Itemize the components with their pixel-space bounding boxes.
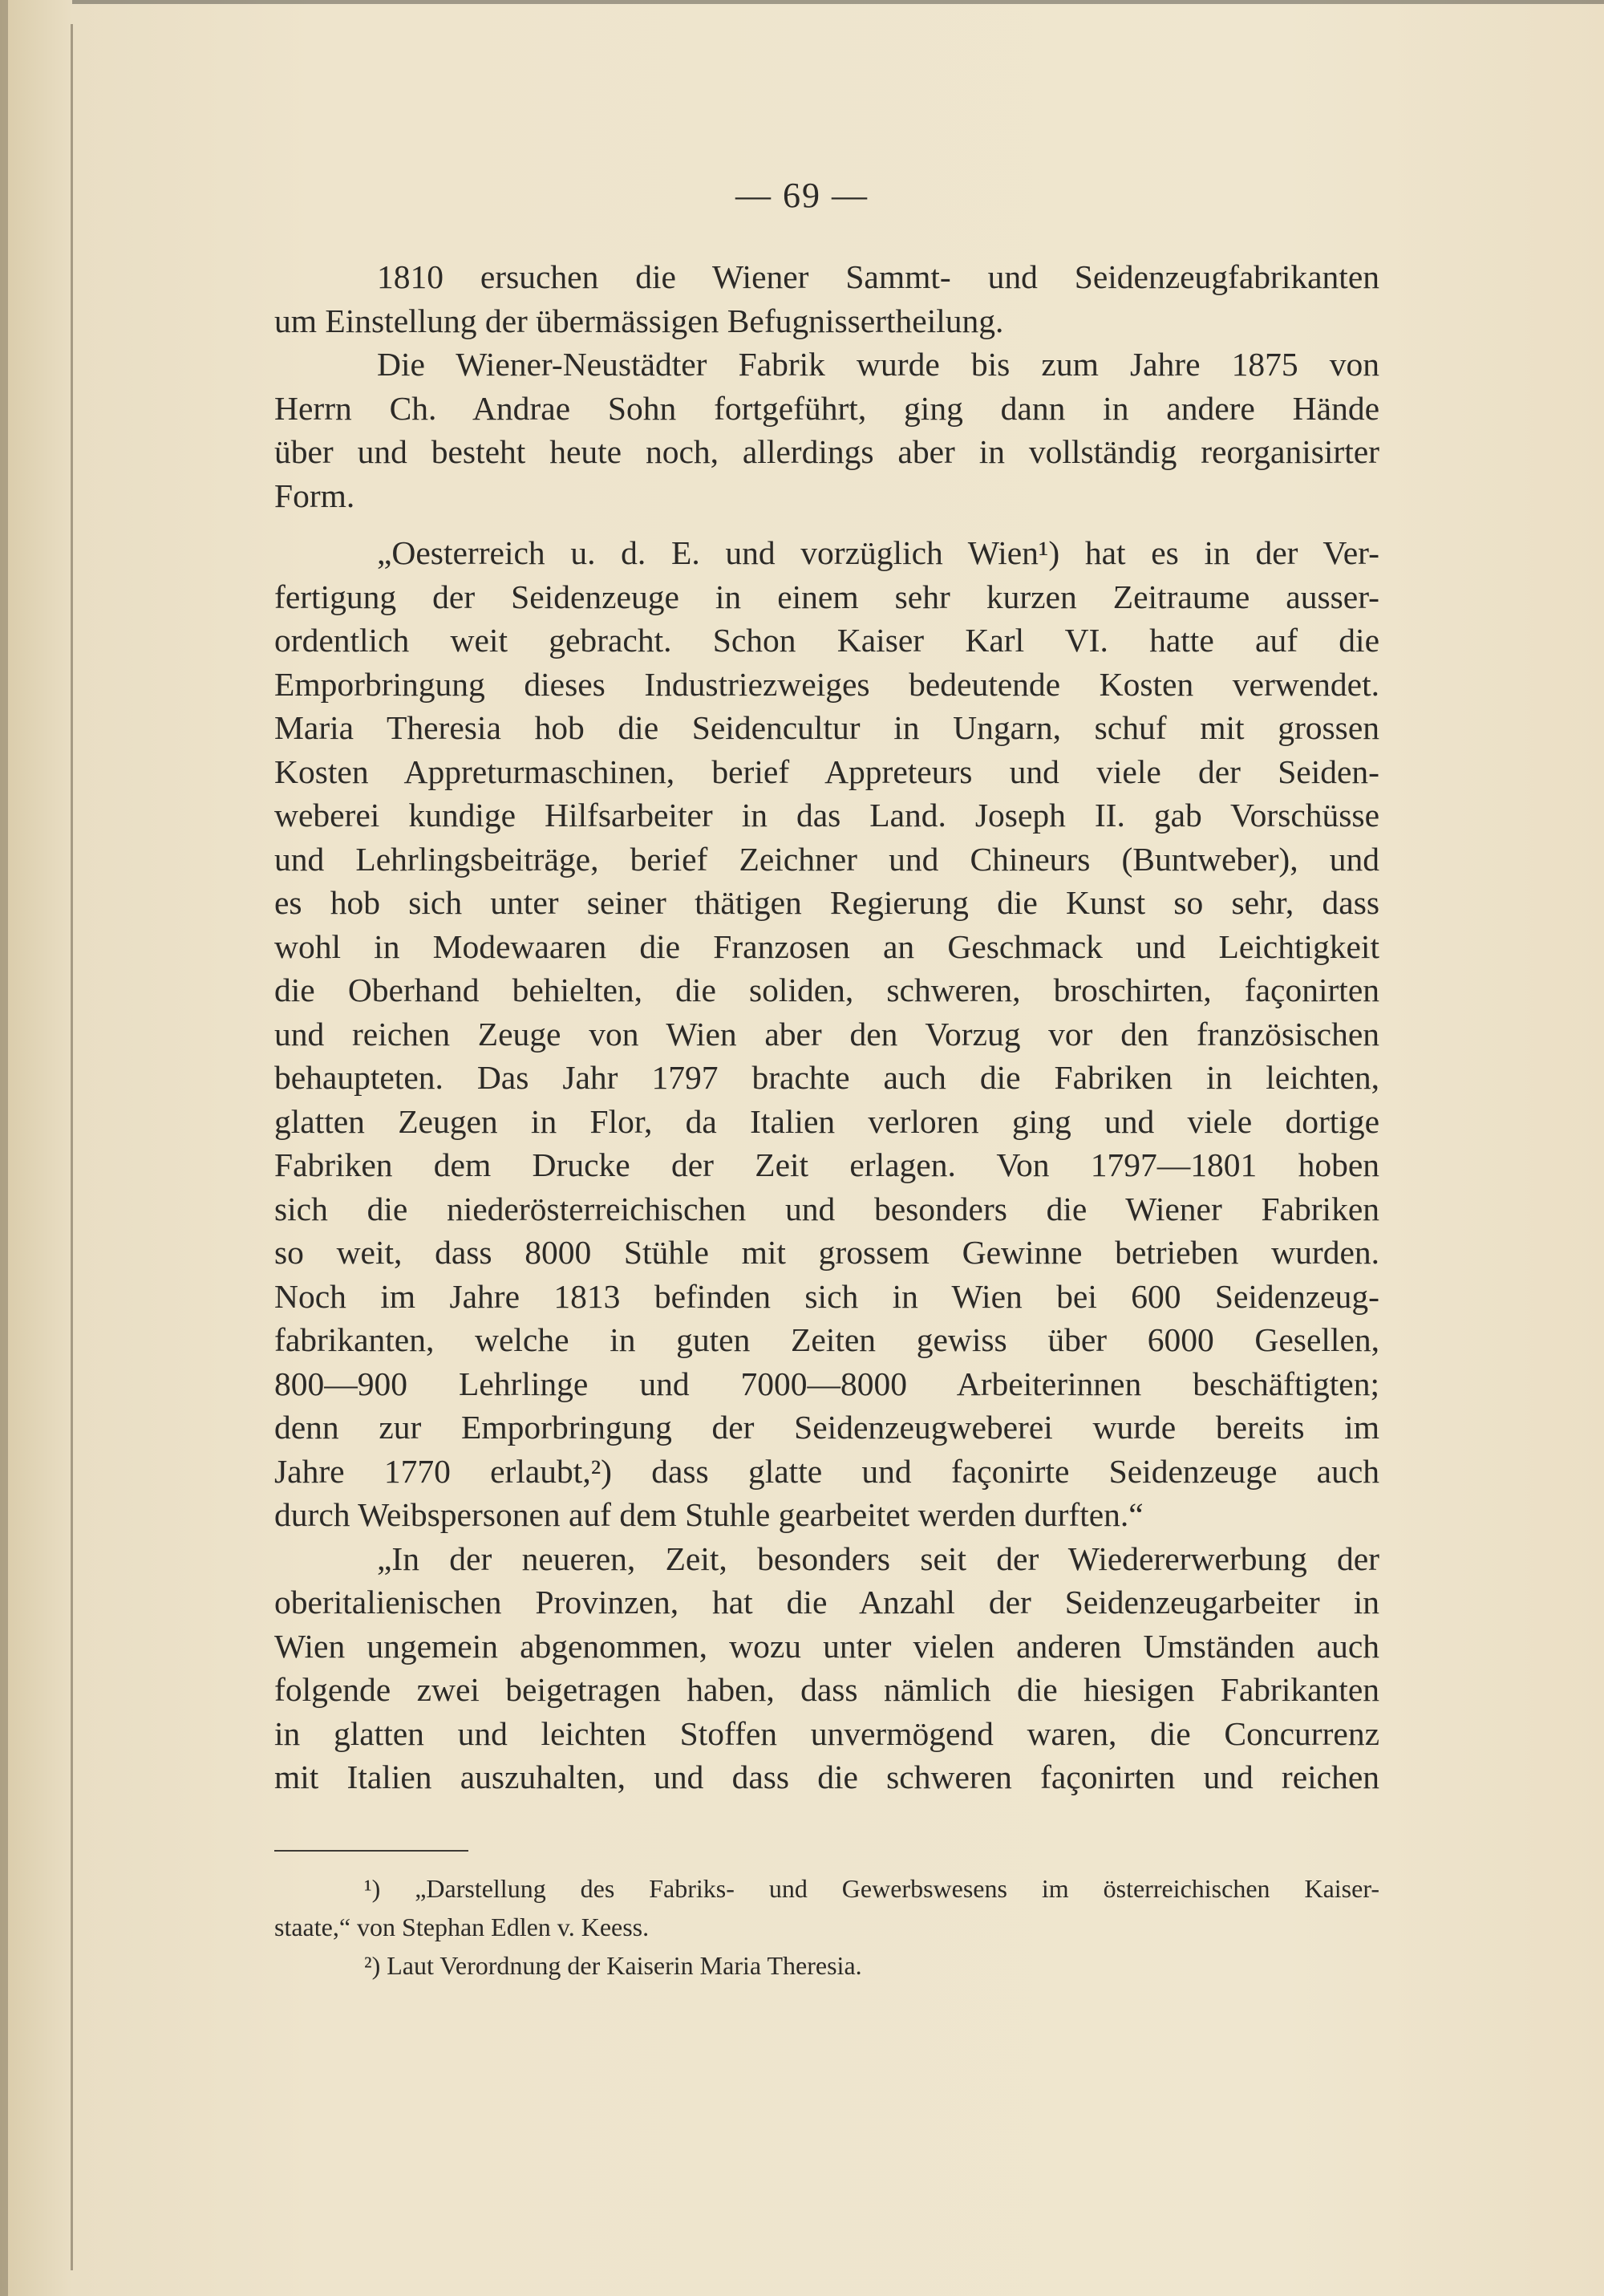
footnotes <box>274 1869 1379 1985</box>
page-edge-line <box>71 24 73 2270</box>
text-line: Noch im Jahre 1813 befinden sich in Wien bei 600 Seidenzeug- <box>274 1277 1379 1315</box>
text-line: 800—900 Lehrlinge und 7000—8000 Arbeiterinnen beschäftigten; <box>274 1365 1379 1402</box>
footnote-line: ²) Laut Verordnung der Kaiserin Maria Theresia. <box>364 1951 862 1980</box>
text-line: durch Weibspersonen auf dem Stuhle gearbeitet werden durften.“ <box>274 1496 1144 1533</box>
text-line: fabrikanten, welche in guten Zeiten gewiss über 6000 Gesellen, <box>274 1321 1379 1358</box>
text-line: „In der neueren, Zeit, besonders seit der Wiedererwerbung der <box>377 1539 1379 1577</box>
paragraph <box>274 531 1379 1537</box>
text-line: und reichen Zeuge von Wien aber den Vorzug vor den französischen <box>274 1015 1379 1053</box>
text-line: Form. <box>274 477 355 514</box>
text-line: ordentlich weit gebracht. Schon Kaiser Karl VI. hatte auf die <box>274 622 1379 659</box>
text-line: Maria Theresia hob die Seidencultur in Ungarn, schuf mit grossen <box>274 709 1379 746</box>
footnote-line: staate,“ von Stephan Edlen v. Keess. <box>274 1913 650 1941</box>
text-line: in glatten und leichten Stoffen unvermögend waren, die Concurrenz <box>274 1714 1379 1752</box>
text-line: Wien ungemein abgenommen, wozu unter vielen anderen Umständen auch <box>274 1627 1379 1665</box>
text-line: fertigung der Seidenzeuge in einem sehr kurzen Zeitraume ausser- <box>274 578 1379 615</box>
text-line: denn zur Emporbringung der Seidenzeugweberei wurde bereits im <box>274 1409 1379 1446</box>
text-line: mit Italien auszuhalten, und dass die schweren façonirten und reichen <box>274 1759 1379 1795</box>
text-line: oberitalienischen Provinzen, hat die Anzahl der Seidenzeugarbeiter in <box>274 1584 1379 1621</box>
text-line: sich die niederösterreichischen und besonders die Wiener Fabriken <box>274 1190 1379 1227</box>
footnote-2 <box>274 1946 1379 1985</box>
top-edge-rule <box>72 0 1604 4</box>
footnote-1 <box>274 1869 1379 1946</box>
text-line: die Oberhand behielten, die soliden, schweren, broschirten, façonirten <box>274 972 1379 1008</box>
text-line: Herrn Ch. Andrae Sohn fortgeführt, ging dann in andere Hände <box>274 389 1379 427</box>
text-line: so weit, dass 8000 Stühle mit grossem Gewinne betrieben wurden. <box>274 1234 1379 1271</box>
paragraph <box>274 1537 1379 1799</box>
paragraph <box>274 343 1379 517</box>
text-line: Fabriken dem Drucke der Zeit erlagen. Von 1797—1801 hoben <box>274 1146 1379 1183</box>
text-line: Jahre 1770 erlaubt,²) dass glatte und façonirte Seidenzeuge auch <box>274 1452 1379 1490</box>
footnote-divider <box>274 1850 468 1852</box>
text-line: glatten Zeugen in Flor, da Italien verloren ging und viele dortige <box>274 1102 1379 1140</box>
text-line: Die Wiener-Neustädter Fabrik wurde bis zum Jahre 1875 von <box>377 346 1379 383</box>
text-line: „Oesterreich u. d. E. und vorzüglich Wien¹) hat es in der Ver- <box>377 534 1379 571</box>
text-line: es hob sich unter seiner thätigen Regierung die Kunst so sehr, dass <box>274 884 1379 921</box>
binding-shadow <box>0 0 8 2296</box>
text-line: weberei kundige Hilfsarbeiter in das Land. Joseph II. gab Vorschüsse <box>274 797 1379 834</box>
text-line: folgende zwei beigetragen haben, dass nämlich die hiesigen Fabrikanten <box>274 1671 1379 1708</box>
text-line: wohl in Modewaaren die Franzosen an Geschmack und Leichtigkeit <box>274 927 1379 965</box>
text-line: um Einstellung der übermässigen Befugnissertheilung. <box>274 302 1004 339</box>
text-line: Kosten Appreturmaschinen, berief Appreteurs und viele der Seiden- <box>274 752 1379 790</box>
text-line: und Lehrlingsbeiträge, berief Zeichner und Chineurs (Buntweber), und <box>274 840 1379 878</box>
text-line: 1810 ersuchen die Wiener Sammt- und Seidenzeugfabrikanten <box>377 258 1379 295</box>
page-number: — 69 — <box>735 176 869 215</box>
body-text <box>274 255 1379 1799</box>
text-line: über und besteht heute noch, allerdings aber in vollständig reorganisirter <box>274 433 1379 470</box>
text-line: Emporbringung dieses Industriezweiges bedeutende Kosten verwendet. <box>274 665 1379 703</box>
text-line: behaupteten. Das Jahr 1797 brachte auch die Fabriken in leichten, <box>274 1059 1379 1096</box>
footnote-line: ¹) „Darstellung des Fabriks- und Gewerbswesens im österreichischen Kaiser- <box>364 1874 1379 1903</box>
paragraph <box>274 255 1379 343</box>
